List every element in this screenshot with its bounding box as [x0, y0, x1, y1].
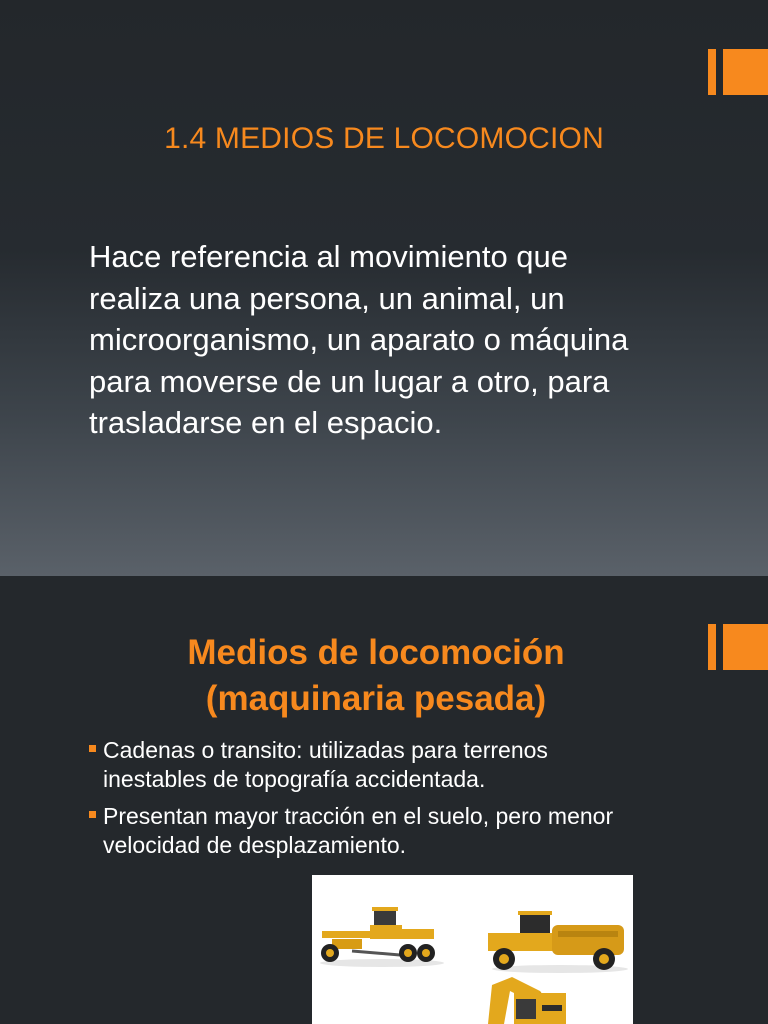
- slide-title: 1.4 MEDIOS DE LOCOMOCION: [164, 122, 604, 155]
- bullet-line: inestables de topografía accidentada.: [103, 765, 486, 792]
- body-line: microorganismo, un aparato o máquina: [89, 322, 629, 357]
- bullet-item: [88, 802, 728, 859]
- title-line: (maquinaria pesada): [205, 679, 547, 718]
- slide-accent-mark: [708, 49, 768, 95]
- slide-body-text: [89, 236, 729, 444]
- body-line: realiza una persona, un animal, un: [89, 280, 565, 316]
- wheel-tractor-scraper-icon: [488, 911, 628, 973]
- bullet-square-icon: [89, 745, 96, 752]
- bullet-square-icon: [89, 811, 96, 818]
- body-line: Hace referencia al movimiento que: [89, 239, 569, 274]
- body-line: trasladarse en el espacio.: [89, 405, 443, 440]
- motor-grader-icon: [320, 907, 444, 967]
- title-line: Medios de locomoción: [187, 633, 565, 672]
- machinery-illustration: [312, 875, 633, 1024]
- accent-bar: [708, 49, 716, 95]
- bullet-list: [88, 736, 728, 868]
- bullet-line: velocidad de desplazamiento.: [103, 831, 407, 858]
- heavy-machinery-photo: [312, 875, 633, 1024]
- bullet-item: [88, 736, 728, 793]
- excavator-icon: [488, 977, 566, 1024]
- accent-block: [723, 49, 768, 95]
- bullet-line: Presentan mayor tracción en el suelo, pero menor: [103, 803, 614, 829]
- slide-title: [0, 630, 752, 722]
- body-line: para moverse de un lugar a otro, para: [89, 363, 610, 399]
- bullet-line: Cadenas o transito: utilizadas para terrenos: [103, 737, 548, 763]
